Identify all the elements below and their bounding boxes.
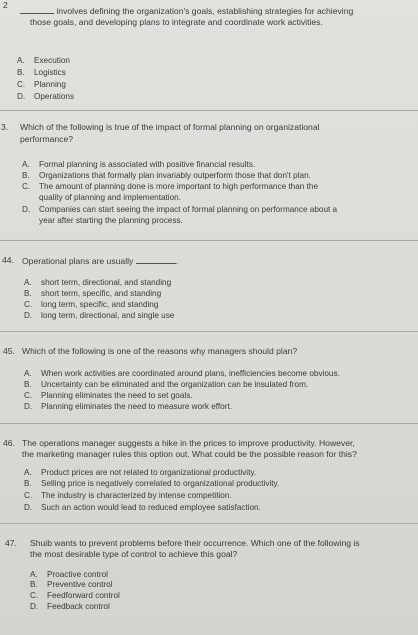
option-c[interactable]: C. long term, specific, and standing [24,300,159,309]
question-text-line-1: The operations manager suggests a hike in the prices to improve productivity. However, [22,438,355,448]
option-d-continued: year after starting the planning process. [39,216,183,225]
option-b[interactable]: B. Selling price is negatively correlated to organizational productivity. [24,479,280,488]
option-c[interactable]: C. Feedforward control [30,591,120,600]
answer-blank [136,255,176,264]
question-text-line-1: Shuib wants to prevent problems before their occurrence. Which one of the following is [30,538,360,548]
question-text-line-2: those goals, and developing plans to integrate and coordinate work activities. [30,17,323,27]
option-a[interactable]: A. Product prices are not related to organizational productivity. [24,468,257,477]
option-c[interactable]: C. Planning [17,80,66,89]
option-b[interactable]: B. Organizations that formally plan invariably outperform those that don't plan. [22,171,311,180]
divider [0,523,418,524]
option-d[interactable]: D. Operations [17,92,75,101]
option-b[interactable]: B. short term, specific, and standing [24,289,162,298]
divider [0,240,418,241]
option-d[interactable]: D. Feedback control [30,602,110,611]
option-a[interactable]: A. Proactive control [30,570,108,579]
question-text-line-2: the marketing manager rules this option out. What could be the possible reason for this? [22,449,357,459]
option-c[interactable]: C. The industry is characterized by intense competition. [24,491,232,500]
divider [0,110,418,111]
question-text-line-1: involves defining the organization's goals, establishing strategies for achieving [20,5,353,17]
option-d[interactable]: D. Companies can start seeing the impact of formal planning on performance about a [22,205,338,214]
option-a[interactable]: A. short term, directional, and standing [24,278,172,287]
option-b[interactable]: B. Uncertainty can be eliminated and the organization can be insulated from. [24,380,309,389]
option-c-continued: quality of planning and implementation. [39,193,182,202]
question-number: 2 [3,0,8,10]
question-number: 45. [3,346,15,356]
question-text-line-2: the most desirable type of control to achieve this goal? [30,549,238,559]
option-a[interactable]: A. Formal planning is associated with positive financial results. [22,160,256,169]
question-number: 44. [2,255,14,265]
option-c[interactable]: C. The amount of planning done is more important to high performance than the [22,182,318,191]
option-d[interactable]: D. Planning eliminates the need to measure work effort. [24,402,232,411]
option-b[interactable]: B. Preventive control [30,580,113,589]
question-number: 3. [1,122,9,132]
question-text: Operational plans are usually . [22,256,179,266]
question-number: 47. [5,538,17,548]
divider [0,423,418,424]
answer-blank [20,5,54,14]
option-a[interactable]: A. When work activities are coordinated around plans, inefficiencies become obvious. [24,369,340,378]
option-d[interactable]: D. long term, directional, and single use [24,311,175,320]
question-number: 46. [3,438,15,448]
question-text: Which of the following is one of the reasons why managers should plan? [22,346,298,356]
divider [0,331,418,332]
option-a[interactable]: A. Execution [17,56,70,65]
question-text-line-1: Which of the following is true of the impact of formal planning on organizational [20,122,320,132]
option-d[interactable]: D. Such an action would lead to reduced employee satisfaction. [24,503,261,512]
option-c[interactable]: C. Planning eliminates the need to set goals. [24,391,193,400]
option-b[interactable]: B. Logistics [17,68,66,77]
question-text-line-2: performance? [20,134,74,144]
